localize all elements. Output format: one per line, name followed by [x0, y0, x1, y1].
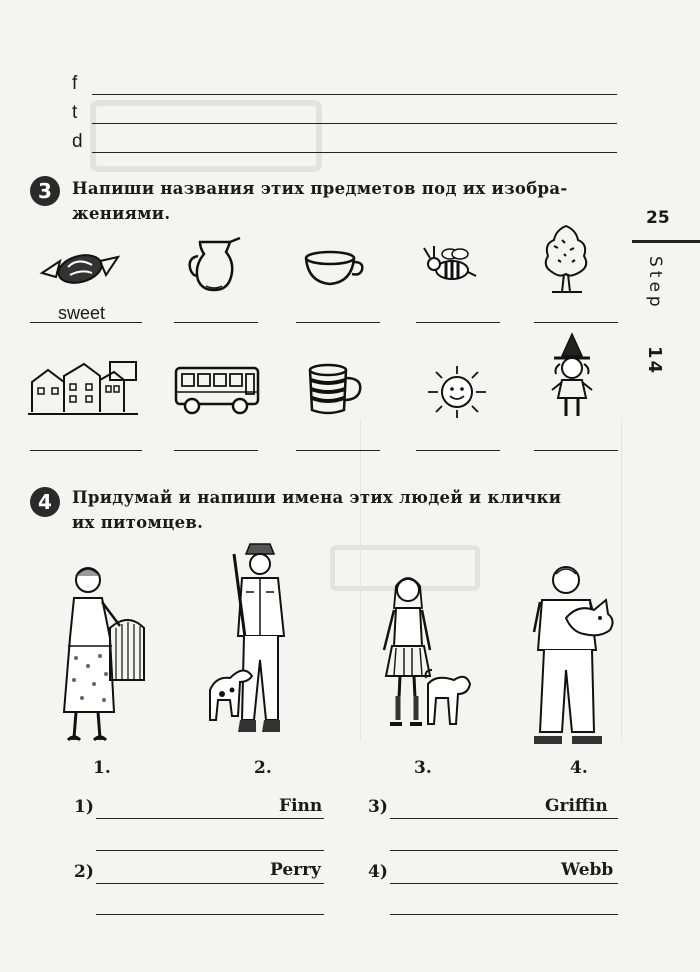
answer-name-3: Griffin	[545, 796, 608, 816]
step-number: 14	[644, 346, 665, 376]
answer-line[interactable]	[416, 450, 500, 451]
figure-label: 1.	[93, 758, 111, 778]
writing-line[interactable]	[92, 123, 617, 124]
answer-line[interactable]	[30, 322, 142, 323]
answer-line-2[interactable]	[96, 883, 324, 884]
answer-line-4[interactable]	[390, 883, 618, 884]
answer-label-3: 3)	[368, 797, 388, 817]
task-3-instruction: Напиши названия этих предметов под их изобра- жениями.	[72, 179, 568, 223]
man-with-piglet-icon	[532, 560, 622, 748]
side-divider	[632, 240, 700, 243]
sweet-answer: sweet	[58, 303, 106, 323]
answer-label-1: 1)	[74, 797, 94, 817]
granny-with-birdcage-icon	[58, 562, 150, 750]
answer-line[interactable]	[296, 322, 380, 323]
mug-icon	[304, 362, 366, 418]
jug-icon	[186, 236, 246, 296]
writing-line[interactable]	[92, 152, 617, 153]
cup-icon	[302, 248, 366, 292]
answer-line[interactable]	[534, 450, 618, 451]
candy-icon	[38, 243, 122, 291]
doll-icon	[546, 332, 598, 422]
page-number: 25	[646, 208, 670, 228]
task-4-badge: 4	[30, 487, 60, 517]
answer-name-4: Webb	[561, 860, 614, 880]
answer-line[interactable]	[30, 450, 142, 451]
bus-icon	[172, 362, 262, 416]
answer-label-4: 4)	[368, 862, 388, 882]
figure-label: 4.	[570, 758, 588, 778]
answer-line-1b[interactable]	[96, 850, 324, 851]
answer-line-2b[interactable]	[96, 914, 324, 915]
answer-line[interactable]	[296, 450, 380, 451]
answer-line[interactable]	[174, 450, 258, 451]
answer-line[interactable]	[174, 322, 258, 323]
house-icon	[28, 360, 140, 416]
answer-line[interactable]	[534, 322, 618, 323]
sun-icon	[422, 362, 492, 420]
girl-with-lamb-icon	[374, 574, 474, 742]
answer-line[interactable]	[416, 322, 500, 323]
answer-line-3[interactable]	[390, 818, 618, 819]
task-3-badge: 3	[30, 176, 60, 206]
task-4-instruction: Придумай и напиши имена этих людей и клички их питомцев.	[72, 488, 562, 532]
line-letter: f	[72, 73, 78, 94]
bee-icon	[420, 242, 480, 290]
answer-line-4b[interactable]	[390, 914, 618, 915]
hunter-with-dog-icon	[204, 540, 302, 750]
line-letter: d	[72, 131, 83, 152]
answer-line-1[interactable]	[96, 818, 324, 819]
answer-line-3b[interactable]	[390, 850, 618, 851]
answer-name-2: Perry	[270, 860, 321, 880]
figure-label: 2.	[254, 758, 272, 778]
writing-line[interactable]	[92, 94, 617, 95]
step-label: Step	[645, 256, 665, 311]
figure-label: 3.	[414, 758, 432, 778]
answer-label-2: 2)	[74, 862, 94, 882]
answer-name-1: Finn	[279, 796, 323, 816]
tree-icon	[540, 222, 592, 296]
line-letter: t	[72, 102, 78, 123]
